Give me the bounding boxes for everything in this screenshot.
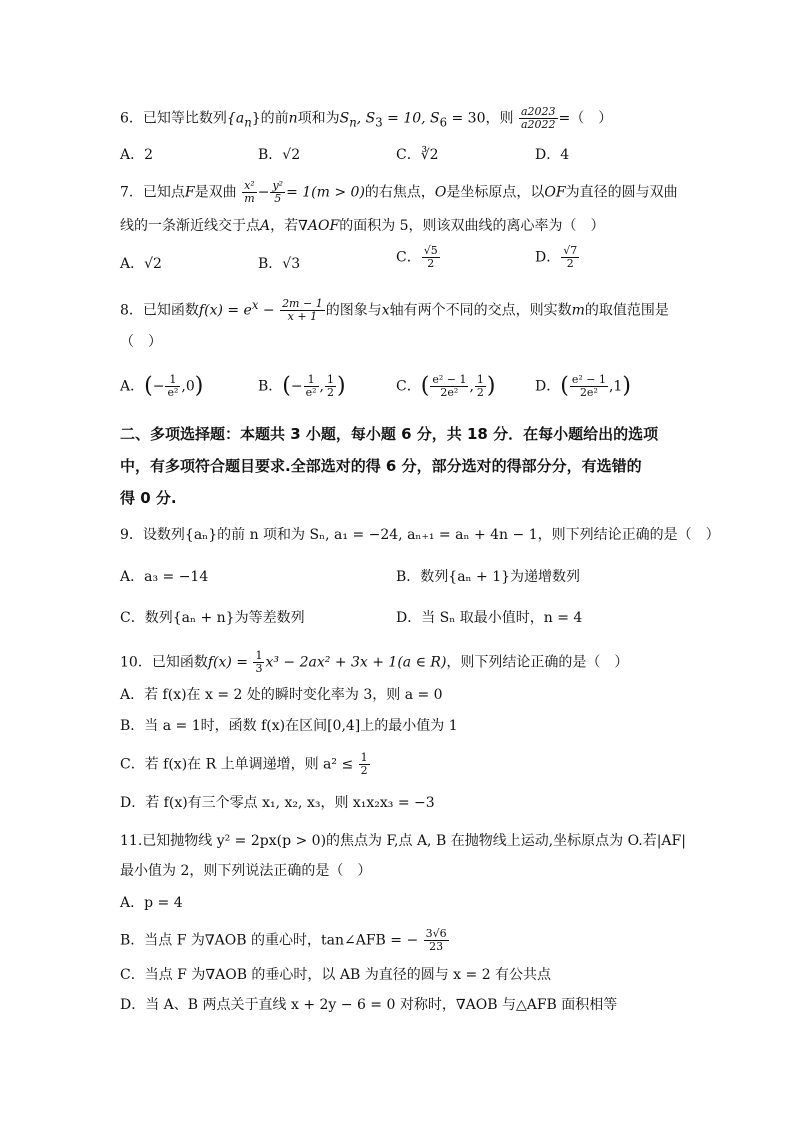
q8-opt-b-comma: , xyxy=(319,378,324,395)
q8-opt-c-frac1 xyxy=(430,374,468,399)
q8-opt-a-label: A． xyxy=(120,378,145,395)
q8-paren-open: ( xyxy=(560,373,569,399)
q8-opt-c-den: 2e² xyxy=(440,386,459,399)
q8-opt-c-comma: , xyxy=(469,378,474,395)
q6-option-c: C．∛2 xyxy=(396,147,439,163)
q8-opt-c-num2: 1 xyxy=(476,373,484,386)
q7-text: 7．已知点 xyxy=(120,184,185,201)
q8-paren-open: ( xyxy=(282,373,291,399)
q7-frac1-den: m xyxy=(244,192,255,205)
q7-option-b: B．√3 xyxy=(258,256,301,272)
q10-text: ，则下列结论正确的是（ ） xyxy=(446,654,629,671)
q6-sub: n xyxy=(244,115,252,130)
q10-option-c xyxy=(120,752,371,777)
q7-opt-c-label: C． xyxy=(396,249,421,266)
q10-fraction xyxy=(253,650,264,675)
q7-triangle: ∇AOF xyxy=(298,218,340,234)
q11-opt-b-frac xyxy=(424,928,449,953)
q6-seq: {a xyxy=(226,110,245,127)
q8-fraction xyxy=(280,298,325,323)
q11-opt-b-den: 23 xyxy=(429,940,444,953)
q8-opt-a-post: ,0 xyxy=(181,378,195,395)
q8-frac-den: x + 1 xyxy=(287,310,318,324)
q10-option-d: D．若 f(x)有三个零点 x₁, x₂, x₃，则 x₁x₂x₃ = −3 xyxy=(120,795,435,811)
q7-f: F xyxy=(184,184,195,201)
q10-opt-c-den: 2 xyxy=(360,764,368,777)
q7-text: 是双曲 xyxy=(194,184,237,201)
section-2-line-3: 得 0 分. xyxy=(120,489,177,507)
q8-opt-c-label: C． xyxy=(396,378,421,395)
q8-option-a xyxy=(120,374,203,399)
q8-sup: x xyxy=(251,298,259,312)
q8-text: 8．已知函数 xyxy=(120,302,199,319)
q10-frac-num: 1 xyxy=(255,649,263,662)
q11-opt-b-text: B．当点 F 为∇AOB 的重心时，tan∠AFB = − xyxy=(120,932,419,949)
q8-text: 的取值范围是 xyxy=(584,302,669,319)
q10-opt-c-frac xyxy=(359,752,370,777)
q8-opt-c-frac2 xyxy=(475,374,486,399)
q7-frac-2 xyxy=(270,180,285,205)
q10-stem xyxy=(120,650,628,675)
q9-option-d: D．当 Sₙ 取最小值时，n = 4 xyxy=(396,610,583,626)
q8-opt-c-num: e² − 1 xyxy=(432,373,467,386)
q8-opt-b-num2: 1 xyxy=(327,373,334,386)
q7-of: OF xyxy=(544,184,566,201)
q8-line-2: （ ） xyxy=(120,334,162,350)
q6-sub: 6 xyxy=(439,115,448,130)
q7-line-1 xyxy=(120,180,678,205)
section-2-line-2: 中，有多项符合题目要求.全部选对的得 6 分，部分选对的得部分分，有选错的 xyxy=(120,457,642,475)
q8-opt-c-den2: 2 xyxy=(476,386,484,399)
q8-opt-b-den2: 2 xyxy=(327,386,334,399)
q8-option-b xyxy=(258,374,346,399)
q6-text: 项和为 xyxy=(297,110,340,127)
q9-option-a: A．a₃ = −14 xyxy=(120,569,209,585)
q10-option-b: B．当 a = 1时，函数 f(x)在区间[0,4]上的最小值为 1 xyxy=(120,718,458,734)
q7-opt-c-num: √5 xyxy=(423,244,438,257)
q11-option-c: C．当点 F 为∇AOB 的垂心时，以 AB 为直径的圆与 x = 2 有公共点 xyxy=(120,967,552,983)
q11-line-2: 最小值为 2，则下列说法正确的是（ ） xyxy=(120,863,372,879)
q7-opt-c-frac xyxy=(422,245,440,270)
q9-option-c: C．数列{aₙ + n}为等差数列 xyxy=(120,610,305,626)
q6-s: S xyxy=(339,110,350,127)
q8-option-d xyxy=(535,374,631,399)
q6-s3: , S xyxy=(356,110,376,127)
q6-frac-num: a2023 xyxy=(520,105,556,118)
q8-paren-close: ) xyxy=(194,373,204,399)
q8-opt-b-num: 1 xyxy=(304,374,319,387)
q6-sub: 3 xyxy=(375,115,383,130)
q10-poly: x³ − 2ax² + 3x + 1(a ∈ R) xyxy=(265,654,447,671)
q6-option-a: A．2 xyxy=(120,147,154,163)
q7-frac2-den: 5 xyxy=(274,192,282,205)
q6-frac-den: a2022 xyxy=(520,118,556,131)
q11-option-b xyxy=(120,928,450,953)
q8-opt-b-minus: − xyxy=(290,378,303,395)
q7-o: O xyxy=(434,184,447,201)
q8-opt-a-num: 1 xyxy=(165,374,180,387)
q10-opt-c-text: C．若 f(x)在 R 上单调递增，则 a² ≤ xyxy=(120,756,354,773)
q10-opt-c-num: 1 xyxy=(360,751,368,764)
q7-opt-d-num: √7 xyxy=(563,244,578,257)
q8-minus: − xyxy=(258,302,275,319)
q10-frac-den: 3 xyxy=(255,662,263,675)
q7-frac1-num: x² xyxy=(244,179,255,192)
q8-opt-b-frac2 xyxy=(325,374,336,399)
q7-line-2 xyxy=(120,216,605,236)
q7-opt-d-den: 2 xyxy=(566,257,574,270)
q6-stem xyxy=(120,106,612,132)
q8-paren-open: ( xyxy=(144,373,153,399)
q9-option-b: B．数列{aₙ + 1}为递增数列 xyxy=(396,569,581,585)
q6-sub: n xyxy=(349,115,357,130)
q6-option-d: D．4 xyxy=(535,147,570,163)
q10-func: f(x) = xyxy=(207,654,249,671)
q6-n: n xyxy=(288,110,298,127)
q8-paren-open: ( xyxy=(420,373,430,399)
q11-option-d: D．当 A、B 两点关于直线 x + 2y − 6 = 0 对称时，∇AOB 与△AFB 面积相等 xyxy=(120,997,618,1013)
q6-option-b: B．√2 xyxy=(258,147,301,163)
q8-opt-b-frac1 xyxy=(304,374,319,399)
q8-opt-a-frac xyxy=(165,374,180,399)
section-2-line-1: 二、多项选择题：本题共 3 小题，每小题 6 分，共 18 分．在每小题给出的选项 xyxy=(120,425,659,443)
q7-a: A xyxy=(260,218,271,234)
q7-option-a: A．√2 xyxy=(120,256,162,272)
q8-line-1 xyxy=(120,295,669,323)
q8-x: x xyxy=(381,302,390,319)
q10-text: 10．已知函数 xyxy=(120,654,208,671)
q7-eq: = 1(m > 0) xyxy=(286,184,365,201)
q8-paren-close: ) xyxy=(337,373,346,399)
q7-frac2-num: y² xyxy=(272,179,284,192)
q7-option-d xyxy=(535,245,580,270)
q8-opt-d-post: ,1 xyxy=(608,378,623,395)
q8-opt-b-label: B． xyxy=(258,378,283,395)
q8-opt-b-den: e² xyxy=(305,386,317,399)
q7-text: 为直径的圆与双曲 xyxy=(565,184,678,201)
q8-option-c xyxy=(396,374,496,399)
q7-minus: − xyxy=(257,184,270,201)
q9-stem: 9．设数列{aₙ}的前 n 项和为 Sₙ, a₁ = −24, aₙ₊₁ = aₙ + 4n − 1，则下列结论正确的是（ ） xyxy=(120,527,720,543)
q8-opt-a-minus: − xyxy=(152,378,165,395)
q10-option-a: A．若 f(x)在 x = 2 处的瞬时变化率为 3，则 a = 0 xyxy=(120,687,443,703)
q8-m: m xyxy=(571,302,585,319)
q11-option-a: A．p = 4 xyxy=(120,895,183,911)
q7-text: ，若 xyxy=(270,218,299,234)
q8-text: 的图象与 xyxy=(325,302,382,319)
q7-opt-d-label: D． xyxy=(535,249,561,266)
q7-option-c xyxy=(396,245,441,270)
q7-text: 的右焦点， xyxy=(364,184,435,201)
q8-frac-num: 2m − 1 xyxy=(282,297,323,311)
q6-tail: =（ ） xyxy=(558,110,613,127)
q8-opt-d-label: D． xyxy=(535,378,561,395)
q11-line-1: 11.已知抛物线 y² = 2px(p > 0)的焦点为 F,点 A, B 在抛物线上运动,坐标原点为 O.若|AF| xyxy=(120,833,686,849)
q8-paren-close: ) xyxy=(486,373,496,399)
q6-text: 6．已知等比数列 xyxy=(120,110,227,127)
q11-opt-b-num: 3√6 xyxy=(425,927,447,940)
q8-func: f(x) = e xyxy=(198,302,252,319)
q7-opt-d-frac xyxy=(561,245,579,270)
q7-opt-c-den: 2 xyxy=(427,257,435,270)
q6-text: = 30，则 xyxy=(447,110,514,127)
q6-fraction xyxy=(519,106,558,131)
q7-frac-1 xyxy=(242,180,257,205)
q6-s6: = 10, S xyxy=(382,110,440,127)
q7-text: 的面积为 5，则该双曲线的离心率为（ ） xyxy=(339,218,605,234)
q6-text: }的前 xyxy=(251,110,289,127)
q8-opt-d-frac xyxy=(570,374,608,399)
q7-text: 是坐标原点，以 xyxy=(446,184,545,201)
q8-paren-close: ) xyxy=(622,373,631,399)
q8-opt-d-den: 2e² xyxy=(579,386,598,399)
q8-opt-d-num: e² − 1 xyxy=(571,373,606,386)
q7-text: 线的一条渐近线交于点 xyxy=(120,218,260,234)
q8-text: 轴有两个不同的交点，则实数 xyxy=(389,302,572,319)
q8-opt-a-den: e² xyxy=(167,386,179,399)
